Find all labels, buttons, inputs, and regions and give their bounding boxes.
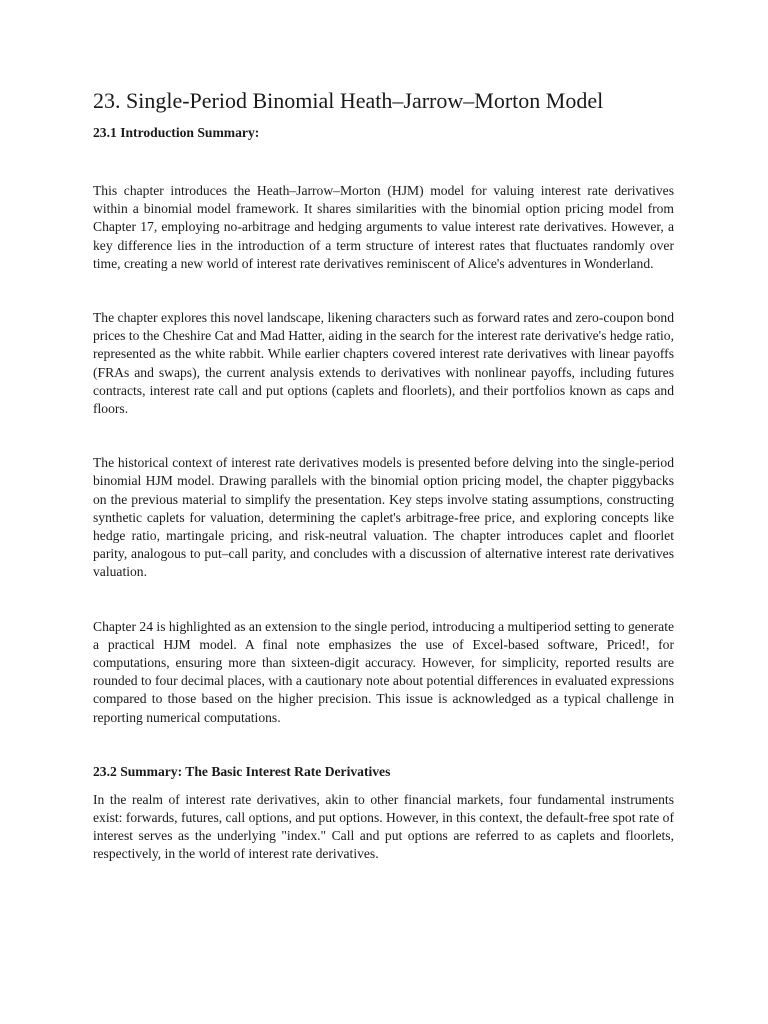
paragraph-chapter-24-extension: Chapter 24 is highlighted as an extension to the single period, introducing a multiperiod setting to generate a practical HJM model. A final note emphasizes the use of Excel-based software, Priced!, for computations, ensuring more than sixteen-digit accuracy. However, for simplicity, reported results are rounded to four decimal places, with a cautionary note about potential differences in evaluated expressions compared to those based on the higher precision. This issue is acknowledged as a typical challenge in reporting numerical computations. bbox=[93, 618, 675, 725]
paragraph-hjm-introduction: This chapter introduces the Heath–Jarrow–Morton (HJM) model for valuing interest rate derivatives within a binomial model framework. It shares similarities with the binomial option pricing model from Chapter 17, employing no-arbitrage and hedging arguments to value interest rate derivatives. However, a key difference lies in the introduction of a term structure of interest rates that fluctuates randomly over time, creating a new world of interest rate derivatives reminiscent of Alice's adventures in Wonderland. bbox=[93, 183, 674, 271]
section-heading-basic-derivatives: 23.2 Summary: The Basic Interest Rate Derivatives bbox=[93, 763, 391, 779]
paragraph-fundamental-instruments: In the realm of interest rate derivatives, akin to other financial markets, four fundamental instruments exist: forwards, futures, call options, and put options. However, in this context, the default-free spot rate of interest serves as the underlying "index." Call and put options are referred to as caplets and floorlets, respectively, in the world of interest rate derivatives. bbox=[93, 791, 674, 862]
paragraph-historical-context: The historical context of interest rate derivatives models is presented before delving into the single-period binomial HJM model. Drawing parallels with the binomial option pricing model, the chapter piggybacks on the previous material to simplify the presentation. Key steps involve stating assumptions, constructing synthetic caplets for valuation, determining the caplet's arbitrage-free price, and exploring concepts like hedge ratio, martingale pricing, and risk-neutral valuation. The chapter introduces caplet and floorlet parity, analogous to put–call parity, and concludes with a discussion of alternative interest rate derivatives valuation. bbox=[93, 455, 674, 580]
section-heading-introduction: 23.1 Introduction Summary: bbox=[93, 125, 260, 140]
chapter-title: 23. Single-Period Binomial Heath–Jarrow–Morton Model bbox=[93, 88, 604, 113]
document-page bbox=[93, 86, 674, 864]
paragraph-wonderland-landscape: The chapter explores this novel landscape, likening characters such as forward rates and zero-coupon bond prices to the Cheshire Cat and Mad Hatter, aiding in the search for the interest rate derivative's hedge ratio, represented as the white rabbit. While earlier chapters covered interest rate derivatives with linear payoffs (FRAs and swaps), the current analysis extends to derivatives with nonlinear payoffs, including futures contracts, interest rate call and put options (caplets and floorlets), and their portfolios known as caps and floors. bbox=[93, 310, 674, 417]
